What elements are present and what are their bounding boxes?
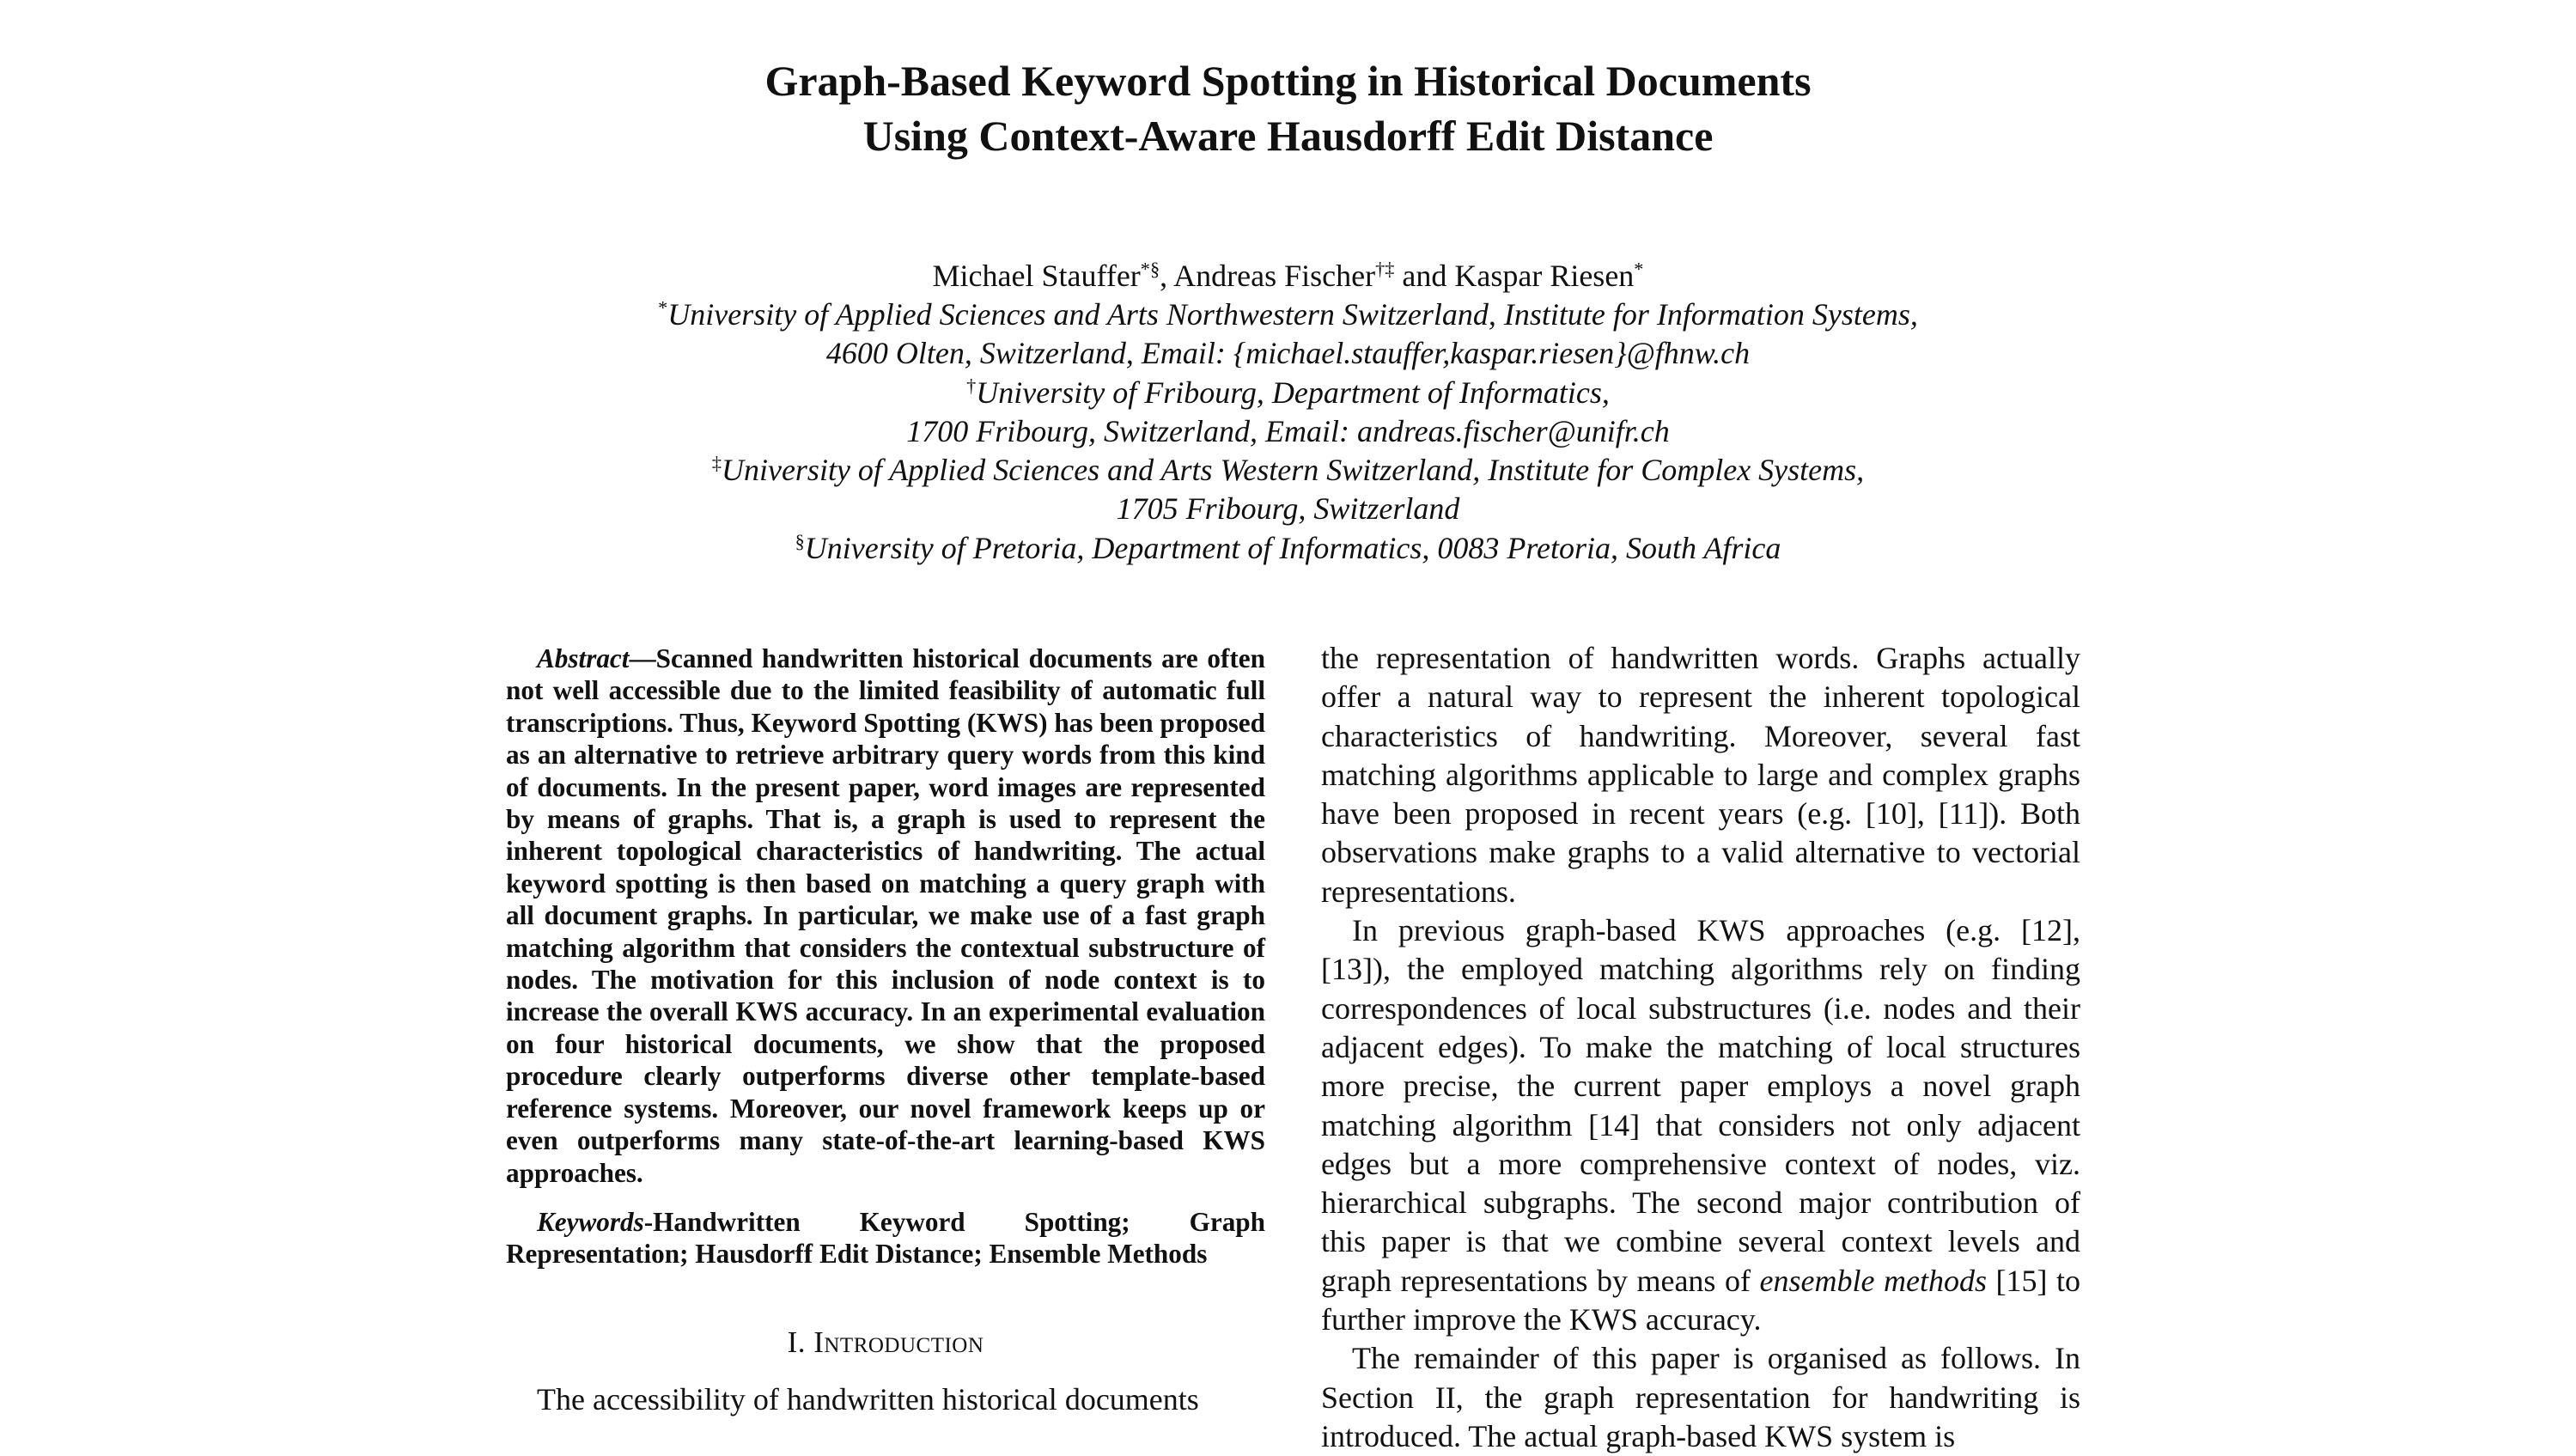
affiliation-line bbox=[0, 374, 2576, 412]
affiliation-text: University of Applied Sciences and Arts Northwestern Switzerland, Institute for Information Systems, bbox=[667, 297, 1918, 332]
affiliation-text: 1700 Fribourg, Switzerland, Email: andreas.fischer@unifr.ch bbox=[906, 413, 1670, 448]
body-paragraph bbox=[1321, 911, 2080, 1339]
abstract bbox=[506, 643, 1265, 1189]
title-line-2: Using Context-Aware Hausdorff Edit Distance bbox=[862, 112, 1714, 160]
body-paragraph: the representation of handwritten words. Graphs actually offer a natural way to represent the inherent topological characteristics of handwriting. Moreover, several fast matching algorithms applicable to large and complex graphs have been proposed in recent years (e.g. [10], [11]). Both observations make graphs to a valid alternative to vectorial representations. bbox=[1321, 641, 2080, 909]
author-separator: and bbox=[1394, 259, 1455, 293]
section-title: Introduction bbox=[813, 1325, 984, 1359]
affiliation-mark: * bbox=[658, 296, 668, 319]
body-paragraph: The remainder of this paper is organised as follows. In Section II, the graph representation for handwriting is introduced. The actual graph-based KWS system is bbox=[1321, 1341, 2080, 1453]
section-heading bbox=[506, 1324, 1265, 1362]
abstract-lead: Abstract bbox=[537, 643, 630, 673]
affiliation-text: 4600 Olten, Switzerland, Email: {michael.stauffer,kaspar.riesen}@fhnw.ch bbox=[825, 336, 1751, 371]
paragraph-text: [15] to further improve the KWS accuracy. bbox=[1321, 1263, 2081, 1337]
keywords-text: -Handwritten Keyword Spotting; Graph Representation; Hausdorff Edit Distance; Ensemble Methods bbox=[506, 1206, 1265, 1270]
left-column bbox=[506, 643, 1265, 1419]
affiliation-text: University of Fribourg, Department of Informatics, bbox=[976, 375, 1610, 410]
affiliation-line bbox=[0, 451, 2576, 490]
keywords bbox=[506, 1206, 1265, 1270]
affiliation-text: University of Applied Sciences and Arts Western Switzerland, Institute for Complex Systems, bbox=[721, 453, 1865, 488]
paper-title bbox=[0, 53, 2576, 163]
emphasized-term: ensemble methods bbox=[1759, 1263, 1987, 1298]
keywords-lead: Keywords bbox=[537, 1206, 644, 1237]
affiliation-text: University of Pretoria, Department of Informatics, 0083 Pretoria, South Africa bbox=[804, 530, 1781, 565]
title-line-1: Graph-Based Keyword Spotting in Historical Documents bbox=[764, 57, 1812, 105]
affiliation-mark: § bbox=[795, 530, 805, 552]
author-name: Kaspar Riesen bbox=[1454, 259, 1635, 293]
author-name: Michael Stauffer bbox=[932, 259, 1141, 293]
affiliation-list bbox=[0, 295, 2576, 568]
affiliation-line bbox=[0, 529, 2576, 568]
author-marks: †‡ bbox=[1375, 258, 1395, 280]
affiliation-line bbox=[0, 334, 2576, 373]
paragraph-text: In previous graph-based KWS approaches (e.g. [12], [13]), the employed matching algorithms rely on finding correspondences of local substructures (i.e. nodes and their adjacent edges). To make the matching of local structures more precise, the current paper employs a novel graph matching algorithm [14] that considers not only adjacent edges but a more comprehensive context of nodes, viz. hierarchical subgraphs. The second major contribution of this paper is that we combine several context levels and graph representations by means of bbox=[1321, 913, 2080, 1298]
author-marks: * bbox=[1634, 258, 1644, 280]
affiliation-mark: ‡ bbox=[711, 452, 722, 474]
affiliation-mark: † bbox=[966, 375, 977, 397]
right-column bbox=[1321, 639, 2080, 1456]
author-name: Andreas Fischer bbox=[1173, 259, 1376, 293]
section-number: I. bbox=[787, 1325, 806, 1359]
affiliation-line bbox=[0, 490, 2576, 528]
affiliation-text: 1705 Fribourg, Switzerland bbox=[1116, 491, 1460, 527]
author-list bbox=[0, 256, 2576, 295]
author-separator: , bbox=[1160, 259, 1174, 293]
intro-paragraph: The accessibility of handwritten historical documents bbox=[537, 1381, 1199, 1416]
author-marks: *§ bbox=[1140, 258, 1160, 280]
abstract-text: —Scanned handwritten historical documents are often not well accessible due to the limited feasibility of automatic full transcriptions. Thus, Keyword Spotting (KWS) has been proposed as an alternative to retrieve arbitrary query words from this kind of documents. In the present paper, word images are represented by means of graphs. That is, a graph is used to represent the inherent topological characteristics of handwriting. The actual keyword spotting is then based on matching a query graph with all document graphs. In particular, we make use of a fast graph matching algorithm that considers the contextual substructure of nodes. The motivation for this inclusion of node context is to increase the overall KWS accuracy. In an experimental evaluation on four historical documents, we show that the proposed procedure clearly outperforms diverse other template-based reference systems. Moreover, our novel framework keeps up or even outperforms many state-of-the-art learning-based KWS approaches. bbox=[506, 643, 1265, 1188]
affiliation-line bbox=[0, 412, 2576, 451]
affiliation-line bbox=[0, 295, 2576, 334]
